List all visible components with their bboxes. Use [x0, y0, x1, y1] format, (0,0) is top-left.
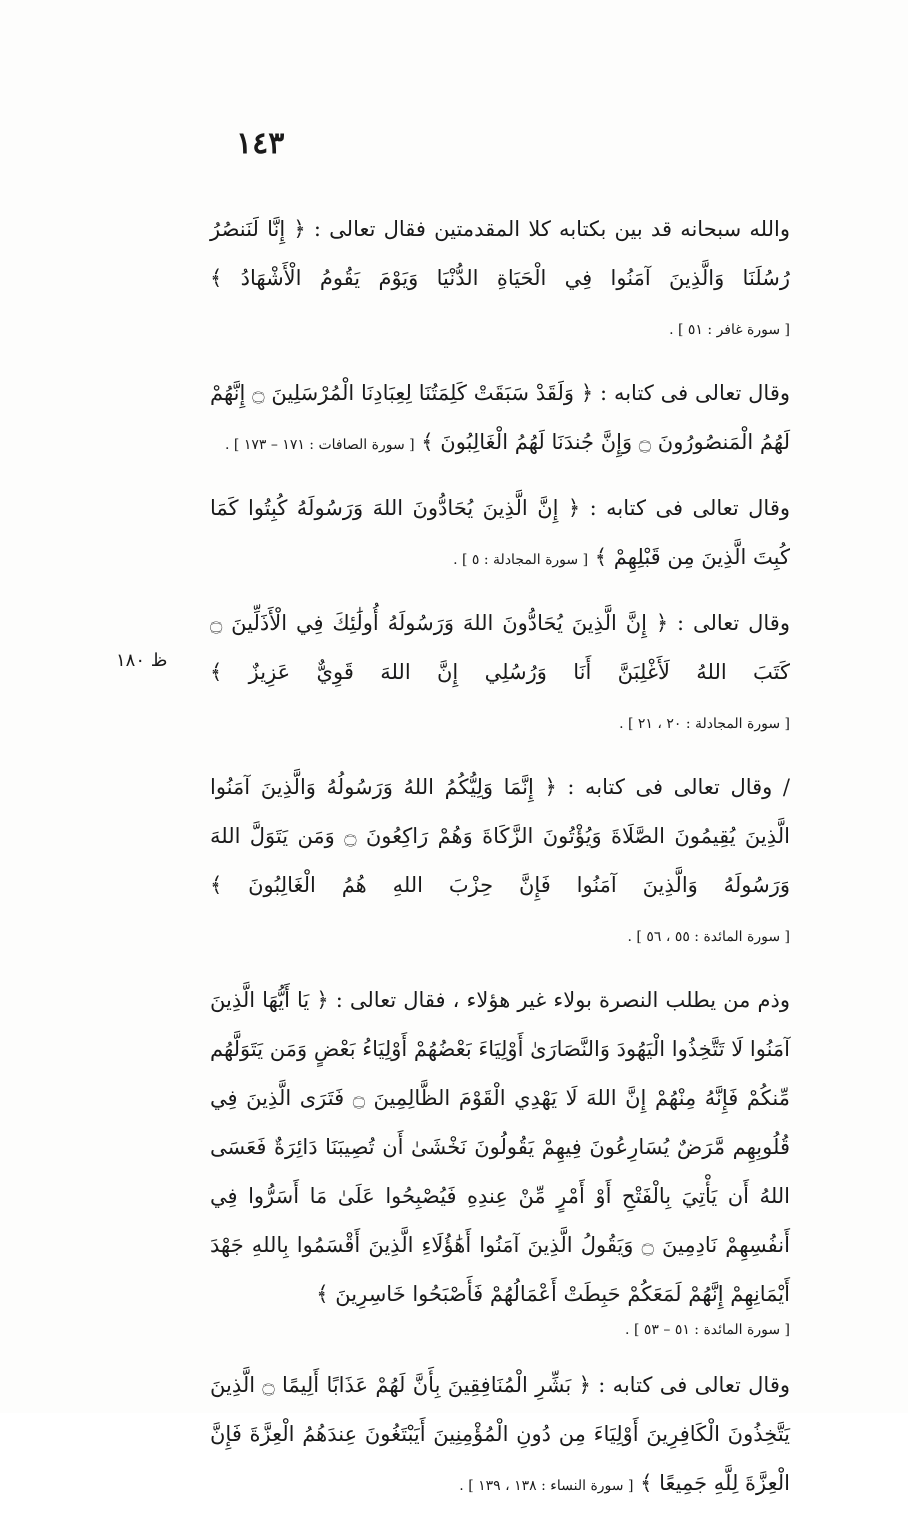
paragraph-text: وقال تعالى فى كتابه : ﴿ وَلَقَدْ سَبَقَتْ كَلِمَتُنَا لِعِبَادِنَا الْمُرْسَلِينَ ۝ إِنَّهُمْ لَهُمُ الْمَنصُورُونَ ۝ وَإِنَّ جُندَنَا لَهُمُ الْغَالِبُونَ ﴾ [210, 381, 791, 454]
surah-citation: [ سورة المجادلة : ٢٠ ، ٢١ ] . [619, 716, 790, 732]
surah-citation: [ سورة الصافات : ١٧١ – ١٧٣ ] . [225, 437, 415, 453]
paragraph-text: وقال تعالى : ﴿ إِنَّ الَّذِينَ يُحَادُّونَ اللهَ وَرَسُولَهُ أُولَٰئِكَ فِي الْأَذَلِّينَ ۝ كَتَبَ اللهُ لَأَغْلِبَنَّ أَنَا وَرُسُلِي إِنَّ اللهَ قَوِيٌّ عَزِيزٌ ﴾ [210, 611, 790, 684]
paragraph-text: وقال تعالى فى كتابه : ﴿ إِنَّ الَّذِينَ يُحَادُّونَ اللهَ وَرَسُولَهُ كُبِتُوا كَمَا كُبِتَ الَّذِينَ مِن قَبْلِهِمْ ﴾ [210, 496, 790, 569]
paragraph-text: والله سبحانه قد بين بكتابه كلا المقدمتين فقال تعالى : ﴿ إِنَّا لَنَنصُرُ رُسُلَنَا وَالَّذِينَ آمَنُوا فِي الْحَيَاةِ الدُّنْيَا وَيَوْمَ يَقُومُ الْأَشْهَادُ ﴾ [210, 217, 790, 290]
page-number: ١٤٣ [236, 126, 285, 161]
paragraph-3 [210, 484, 790, 585]
paragraph-text: وقال تعالى فى كتابه : ﴿ بَشِّرِ الْمُنَافِقِينَ بِأَنَّ لَهُمْ عَذَابًا أَلِيمًا ۝ الَّذِينَ يَتَّخِذُونَ الْكَافِرِينَ أَوْلِيَاءَ مِن دُونِ الْمُؤْمِنِينَ أَيَبْتَغُونَ عِندَهُمُ الْعِزَّةَ فَإِنَّ الْعِزَّةَ لِلَّهِ جَمِيعًا ﴾ [210, 1373, 790, 1495]
paragraph-2 [210, 369, 790, 470]
surah-citation: [ سورة المجادلة : ٥ ] . [453, 552, 589, 568]
paragraph-6 [210, 976, 790, 1347]
paragraph-text: / وقال تعالى فى كتابه : ﴿ إِنَّمَا وَلِيُّكُمُ اللهُ وَرَسُولُهُ وَالَّذِينَ آمَنُوا الَّذِينَ يُقِيمُونَ الصَّلَاةَ وَيُؤْتُونَ الزَّكَاةَ وَهُمْ رَاكِعُونَ ۝ وَمَن يَتَوَلَّ اللهَ وَرَسُولَهُ وَالَّذِينَ آمَنُوا فَإِنَّ حِزْبَ اللهِ هُمُ الْغَالِبُونَ ﴾ [210, 775, 790, 897]
page-body [210, 205, 790, 1525]
surah-citation: [ سورة النساء : ١٣٨ ، ١٣٩ ] . [459, 1478, 634, 1494]
surah-citation: [ سورة غافر : ٥١ ] . [669, 322, 790, 338]
paragraph-5 [210, 763, 790, 962]
paragraph-4 [210, 599, 790, 749]
paragraph-7 [210, 1361, 790, 1511]
surah-citation: [ سورة المائدة : ٥١ – ٥٣ ] . [625, 1322, 790, 1338]
paragraph-1 [210, 205, 790, 355]
paragraph-text: وذم من يطلب النصرة بولاء غير هؤلاء ، فقال تعالى : ﴿ يَا أَيُّهَا الَّذِينَ آمَنُوا لَا تَتَّخِذُوا الْيَهُودَ وَالنَّصَارَىٰ أَوْلِيَاءَ بَعْضُهُمْ أَوْلِيَاءُ بَعْضٍ وَمَن يَتَوَلَّهُم مِّنكُمْ فَإِنَّهُ مِنْهُمْ إِنَّ اللهَ لَا يَهْدِي الْقَوْمَ الظَّالِمِينَ ۝ فَتَرَى الَّذِينَ فِي قُلُوبِهِم مَّرَضٌ يُسَارِعُونَ فِيهِمْ يَقُولُونَ نَخْشَىٰ أَن تُصِيبَنَا دَائِرَةٌ فَعَسَى اللهُ أَن يَأْتِيَ بِالْفَتْحِ أَوْ أَمْرٍ مِّنْ عِندِهِ فَيُصْبِحُوا عَلَىٰ مَا أَسَرُّوا فِي أَنفُسِهِمْ نَادِمِينَ ۝ وَيَقُولُ الَّذِينَ آمَنُوا أَهَٰؤُلَاءِ الَّذِينَ أَقْسَمُوا بِاللهِ جَهْدَ أَيْمَانِهِمْ إِنَّهُمْ لَمَعَكُمْ حَبِطَتْ أَعْمَالُهُمْ فَأَصْبَحُوا خَاسِرِينَ ﴾ [210, 988, 790, 1306]
surah-citation: [ سورة المائدة : ٥٥ ، ٥٦ ] . [627, 929, 790, 945]
margin-manuscript-note: ظ ١٨٠ [116, 650, 168, 671]
